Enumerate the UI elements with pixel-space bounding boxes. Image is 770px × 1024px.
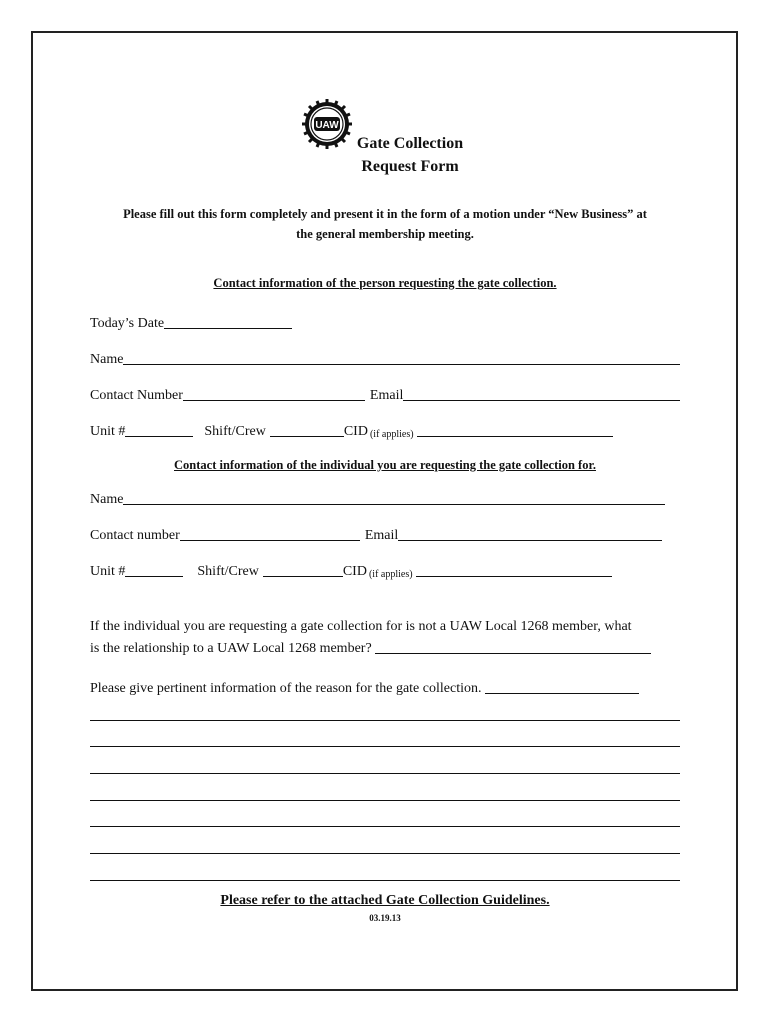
guidelines-note: Please refer to the attached Gate Collection Guidelines.	[220, 893, 550, 908]
reason-line-3[interactable]	[90, 773, 680, 774]
reason-question-text: Please give pertinent information of the reason for the gate collection.	[90, 681, 482, 696]
requester-unit-row	[90, 420, 680, 440]
individual-name-row	[90, 488, 680, 508]
relationship-question-line1: If the individual you are requesting a gate collection for is not a UAW Local 1268 member, what	[90, 619, 632, 634]
requester-cid-label: CID	[343, 424, 368, 439]
reason-line-1[interactable]	[90, 720, 680, 721]
individual-name-field[interactable]	[123, 490, 665, 505]
todays-date-label: Today’s Date	[90, 316, 165, 331]
individual-contact-number-field[interactable]	[180, 526, 360, 541]
individual-name-label: Name	[90, 492, 124, 507]
reason-question	[90, 678, 680, 700]
requester-cid-field[interactable]	[417, 422, 613, 437]
intro-line1: Please fill out this form completely and present it in the form of a motion under “New Business” at	[123, 207, 647, 221]
todays-date-field[interactable]	[164, 314, 292, 329]
intro-line2: the general membership meeting.	[296, 227, 474, 241]
individual-shift-label: Shift/Crew	[197, 564, 259, 579]
reason-line-6[interactable]	[90, 853, 680, 854]
logo-text: UAW	[315, 120, 339, 131]
reason-line-2[interactable]	[90, 746, 680, 747]
individual-unit-row	[90, 560, 680, 580]
individual-unit-label: Unit #	[90, 564, 126, 579]
reason-line-5[interactable]	[90, 826, 680, 827]
todays-date-row	[90, 312, 680, 332]
individual-cid-label: CID	[342, 564, 367, 579]
requester-contact-number-label: Contact Number	[90, 388, 183, 403]
individual-cid-note: (if applies)	[368, 569, 413, 580]
requester-unit-field[interactable]	[125, 422, 193, 437]
reason-line-7[interactable]	[90, 880, 680, 881]
reason-field-inline[interactable]	[485, 679, 639, 694]
requester-shift-field[interactable]	[270, 422, 344, 437]
requester-unit-label: Unit #	[90, 424, 126, 439]
form-title-line1: Gate Collection	[356, 135, 464, 152]
individual-unit-field[interactable]	[125, 562, 183, 577]
requester-contact-number-field[interactable]	[183, 386, 365, 401]
requester-name-label: Name	[90, 352, 124, 367]
section2-heading: Contact information of the individual you are requesting the gate collection for.	[174, 458, 596, 472]
relationship-question	[90, 616, 680, 660]
requester-cid-note: (if applies)	[369, 429, 414, 440]
requester-contact-row	[90, 384, 680, 404]
requester-email-label: Email	[369, 388, 404, 403]
revision-date: 03.19.13	[369, 913, 401, 923]
individual-shift-field[interactable]	[263, 562, 343, 577]
relationship-field[interactable]	[375, 639, 651, 654]
requester-name-row	[90, 348, 680, 368]
section1-heading: Contact information of the person requesting the gate collection.	[213, 276, 557, 290]
individual-email-label: Email	[364, 528, 399, 543]
individual-contact-row	[90, 524, 680, 544]
individual-email-field[interactable]	[398, 526, 662, 541]
reason-line-4[interactable]	[90, 800, 680, 801]
relationship-question-line2: is the relationship to a UAW Local 1268 member?	[90, 641, 372, 656]
individual-cid-field[interactable]	[416, 562, 612, 577]
form-title-line2: Request Form	[361, 158, 459, 175]
requester-shift-label: Shift/Crew	[204, 424, 266, 439]
individual-contact-number-label: Contact number	[90, 528, 180, 543]
requester-email-field[interactable]	[403, 386, 680, 401]
requester-name-field[interactable]	[123, 350, 680, 365]
